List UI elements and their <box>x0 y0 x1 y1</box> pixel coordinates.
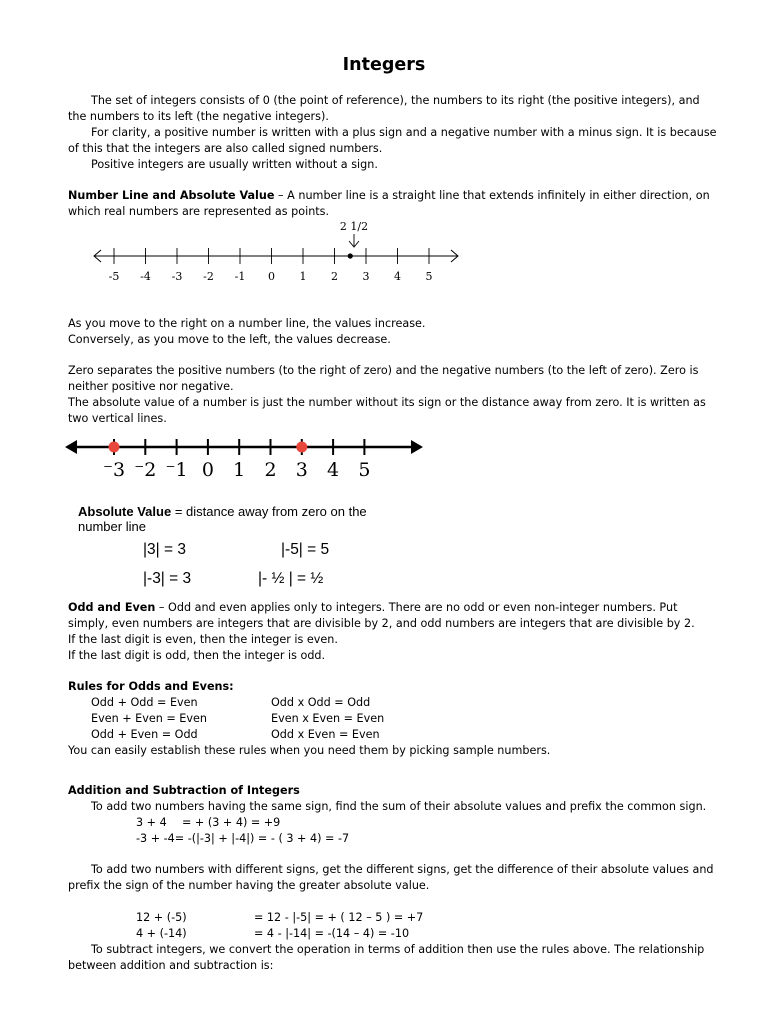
subtraction-rule: To subtract integers, we convert the operation in terms of addition then use the rules above. The relationship between addition and subtraction is: <box>68 943 705 972</box>
equation-abs-3: |3| = 3 <box>143 541 186 558</box>
tick-label: 2 <box>331 270 338 283</box>
absolute-value-box <box>78 504 408 594</box>
tick-label: 4 <box>394 270 401 283</box>
tick-label: ⁻3 <box>102 459 126 481</box>
highlight-dot <box>109 442 120 453</box>
absolute-value-term: Absolute Value <box>78 504 172 519</box>
tick-label: -1 <box>234 270 246 283</box>
odd-even-paragraph <box>68 600 718 632</box>
page-title: Integers <box>342 55 426 75</box>
highlight-dot <box>296 442 307 453</box>
tick-label: 0 <box>268 270 275 283</box>
number-line-2 <box>62 434 430 484</box>
tick-label: -2 <box>203 270 214 283</box>
rule-right-2: Even x Even = Even <box>271 712 385 725</box>
odd-even-heading: Odd and Even <box>68 601 156 614</box>
example-4-left: 4 + (-14) <box>136 927 187 940</box>
absolute-value-description: = distance away from zero on the number line <box>78 504 367 534</box>
equation-abs-neg5: |-5| = 5 <box>281 541 330 558</box>
left-arrow-head <box>65 440 77 454</box>
movement-line-1: As you move to the right on a number line, the values increase. <box>68 317 426 330</box>
example-3-left: 12 + (-5) <box>136 911 187 924</box>
intro-paragraph-1: The set of integers consists of 0 (the point of reference), the numbers to its right (the positive integers), and the numbers to its left (the negative integers). <box>68 94 700 123</box>
number-line-text: – A number line is a straight line that extends infinitely in either direction, on which real numbers are represented as points. <box>68 189 710 218</box>
right-arrow-head <box>411 440 423 454</box>
rule-left-1: Odd + Odd = Even <box>91 696 198 709</box>
tick-label: -5 <box>108 270 120 283</box>
example-1-left: 3 + 4 <box>136 816 167 829</box>
intro-paragraph-2: For clarity, a positive number is written with a plus sign and a negative number with a minus sign. It is because of this that the integers are also called signed numbers. <box>68 126 717 155</box>
rules-note: You can easily establish these rules when you need them by picking sample numbers. <box>68 744 551 757</box>
tick-label: -4 <box>140 270 151 283</box>
equation-abs-neg-half: |- ½ | = ½ <box>258 570 324 587</box>
odd-even-rule-odd: If the last digit is odd, then the integer is odd. <box>68 649 326 662</box>
example-1-right: = + (3 + 4) = +9 <box>182 816 281 829</box>
intro-paragraph-3: Positive integers are usually written without a sign. <box>91 158 378 171</box>
example-2: -3 + -4= -(|-3| + |-4|) = - ( 3 + 4) = -7 <box>136 832 350 845</box>
tick-label: 3 <box>295 459 308 481</box>
tick-label: 5 <box>358 459 371 481</box>
tick-group <box>103 439 371 481</box>
movement-line-2: Conversely, as you move to the left, the values decrease. <box>68 333 391 346</box>
rules-heading: Rules for Odds and Evens: <box>68 680 234 693</box>
rule-left-2: Even + Even = Even <box>91 712 207 725</box>
odd-even-rule-even: If the last digit is even, then the integer is even. <box>68 633 338 646</box>
same-sign-rule: To add two numbers having the same sign, find the sum of their absolute values and prefix the common sign. <box>91 800 707 813</box>
equation-abs-neg3: |-3| = 3 <box>143 570 192 587</box>
zero-paragraph: Zero separates the positive numbers (to the right of zero) and the negative numbers (to the left of zero). Zero is neither positive nor negative. <box>68 364 699 393</box>
absolute-value-paragraph: The absolute value of a number is just the number without its sign or the distance away from zero. It is written as two vertical lines. <box>68 396 706 425</box>
example-3-right: = 12 - |-5| = + ( 12 – 5 ) = +7 <box>254 911 424 924</box>
tick-label: 5 <box>425 270 433 283</box>
tick-label: 1 <box>299 270 307 283</box>
rule-left-3: Odd + Even = Odd <box>91 728 198 741</box>
different-sign-rule: To add two numbers with different signs, get the different signs, get the difference of their absolute values and prefix the sign of the number having the greater absolute value. <box>68 863 714 892</box>
tick-label: 2 <box>264 459 277 481</box>
tick-label: 3 <box>362 270 370 283</box>
marker-label: 2 1/2 <box>339 220 369 233</box>
marker-dot <box>348 253 353 258</box>
example-4-right: = 4 - |-14| = -(14 – 4) = -10 <box>254 927 410 940</box>
odd-even-text: – Odd and even applies only to integers. There are no odd or even non-integer numbers. Put simply, even numbers are integers that are divisible by 2, and odd numbers are integers that are divisible by 2. <box>68 601 695 630</box>
absolute-value-definition <box>78 504 388 534</box>
rule-right-3: Odd x Even = Even <box>271 728 380 741</box>
tick-label: 1 <box>233 459 246 481</box>
rule-right-1: Odd x Odd = Odd <box>271 696 371 709</box>
addition-heading: Addition and Subtraction of Integers <box>68 784 300 797</box>
tick-label: 4 <box>327 459 340 481</box>
tick-label: 0 <box>201 459 214 481</box>
number-line-1 <box>90 216 470 288</box>
tick-group <box>109 248 433 283</box>
tick-label: ⁻1 <box>165 459 188 481</box>
tick-label: -3 <box>171 270 183 283</box>
tick-label: ⁻2 <box>134 459 157 481</box>
number-line-heading: Number Line and Absolute Value <box>68 189 275 202</box>
